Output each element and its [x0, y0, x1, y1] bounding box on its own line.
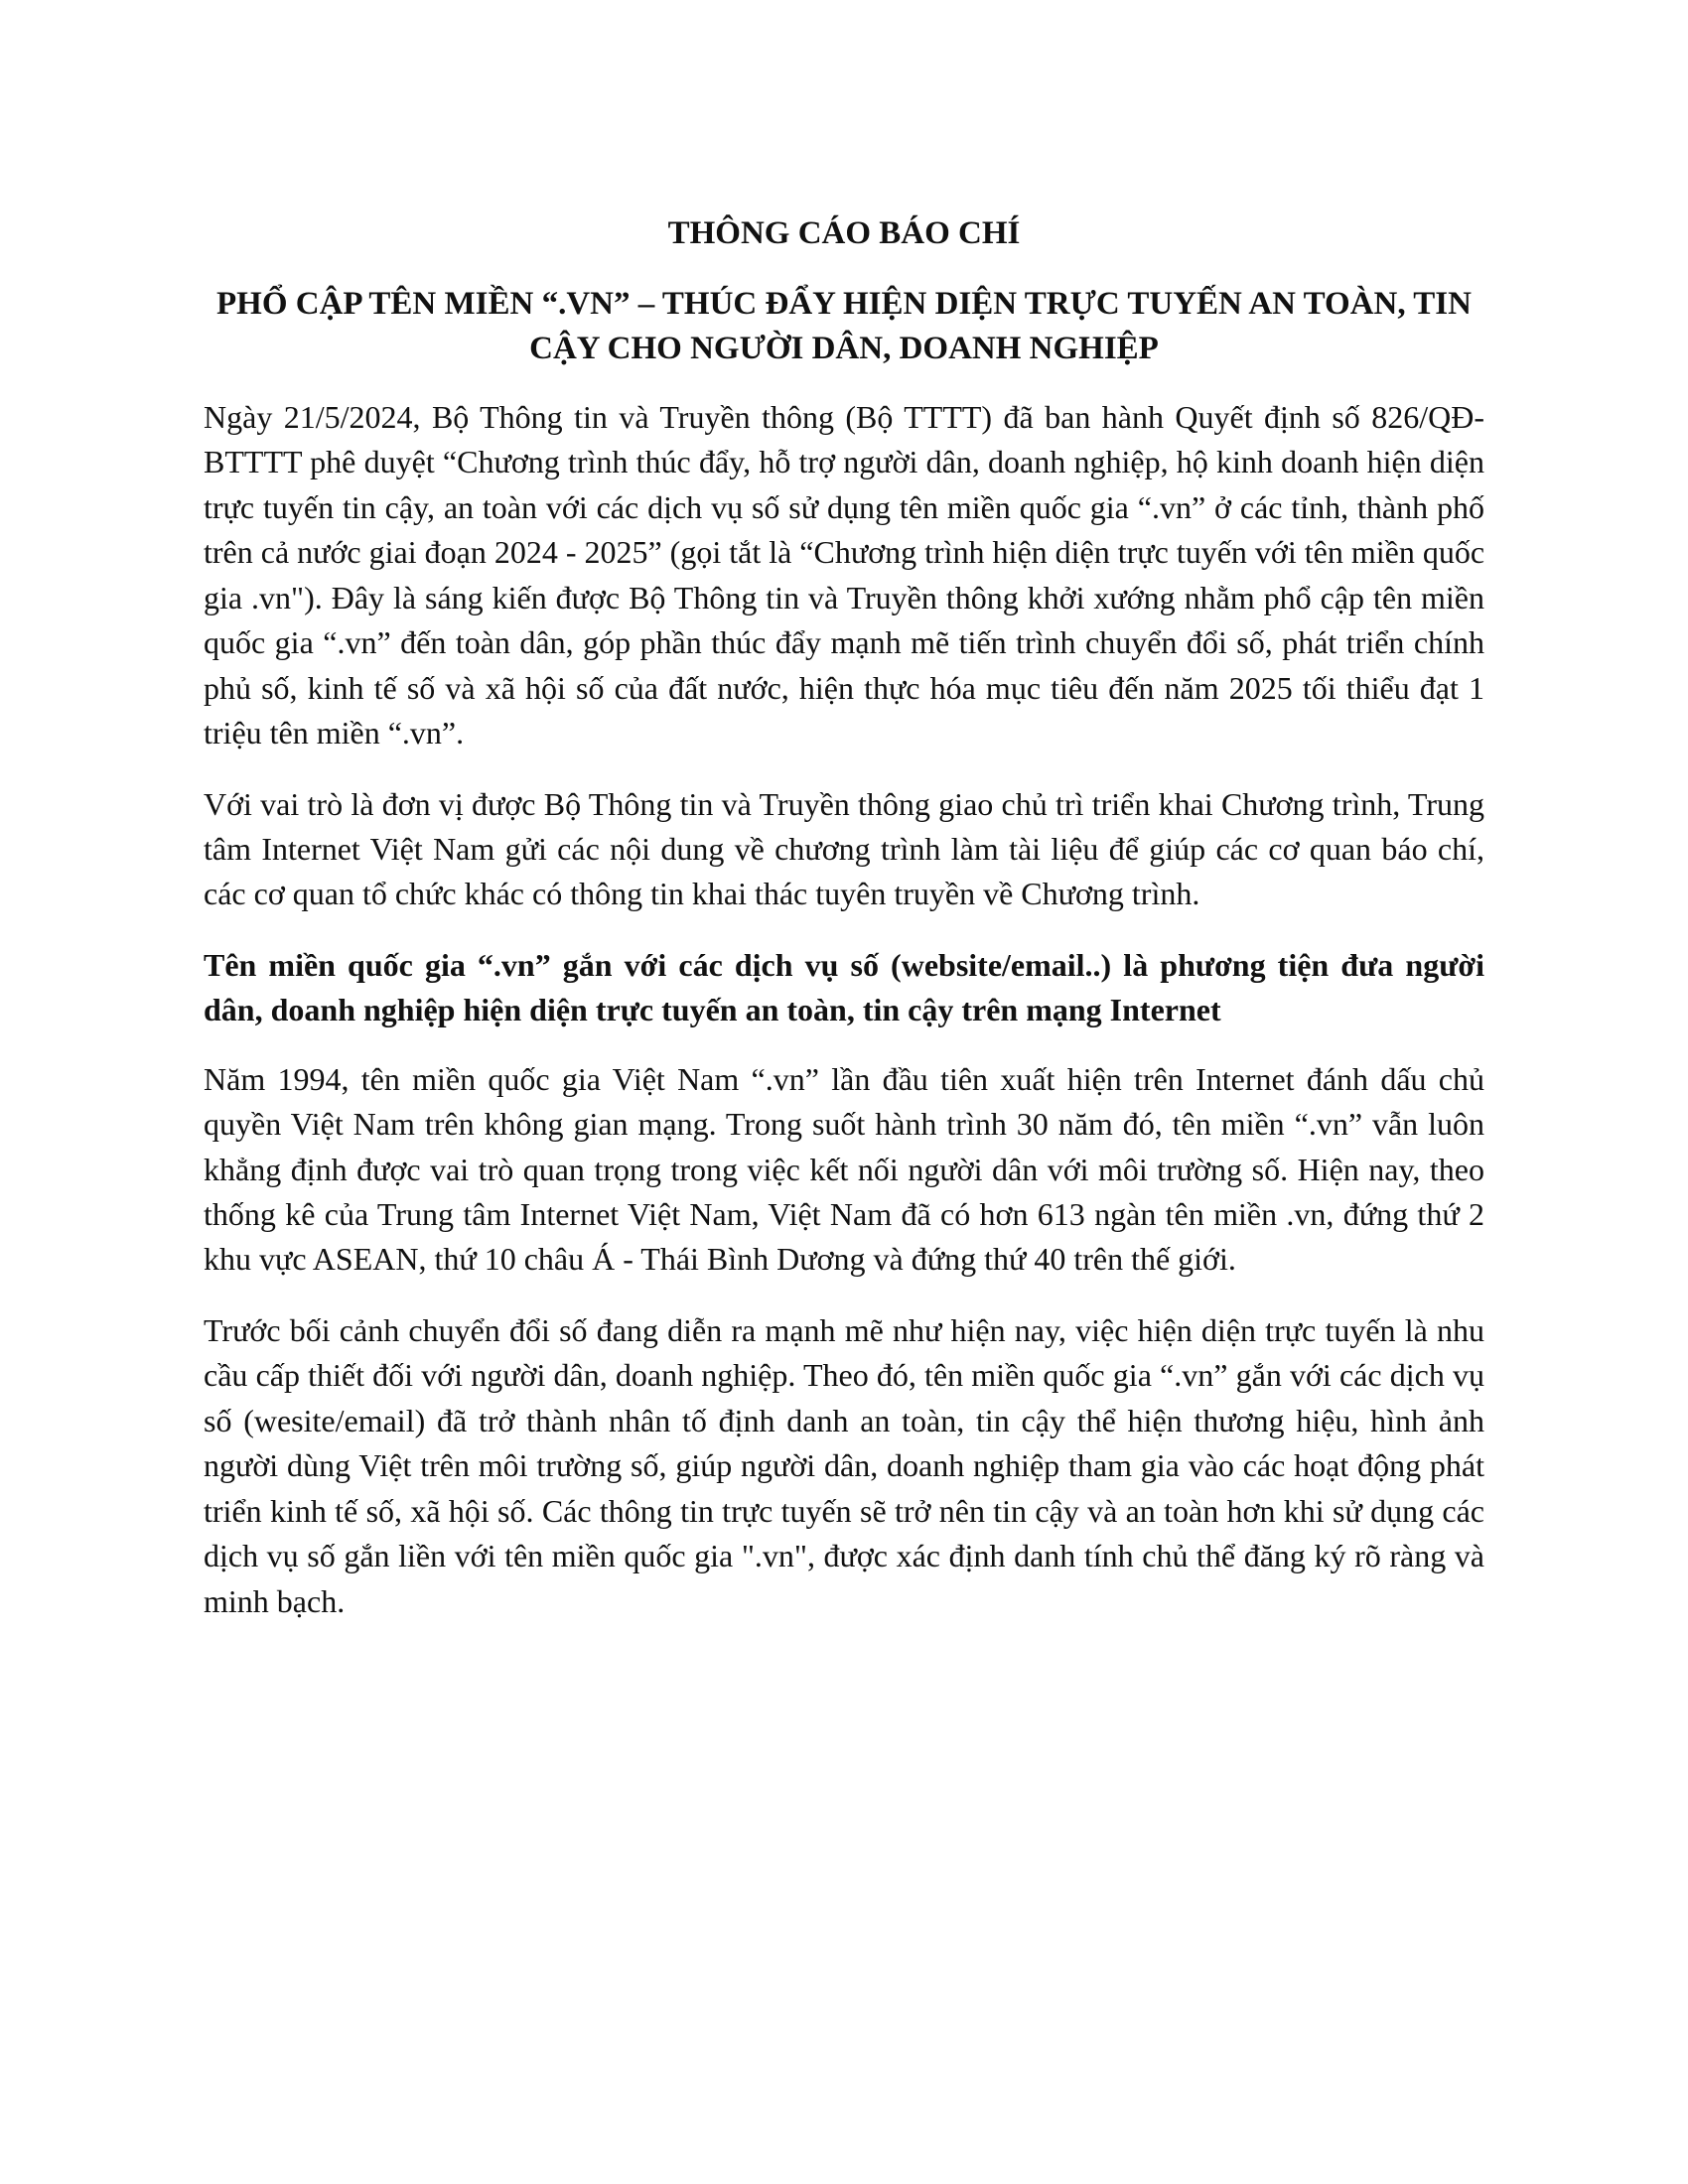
- document-content: [204, 213, 1484, 1650]
- context-paragraph: Trước bối cảnh chuyển đổi số đang diễn ra mạnh mẽ như hiện nay, việc hiện diện trực tuyến là nhu cầu cấp thiết đối với người dân, doanh nghiệp. Theo đó, tên miền quốc gia “.vn” gắn với các dịch vụ số (wesite/email) đã trở thành nhân tố định danh an toàn, tin cậy thể hiện thương hiệu, hình ảnh người dùng Việt trên môi trường số, giúp người dân, doanh nghiệp tham gia vào các hoạt động phát triển kinh tế số, xã hội số. Các thông tin trực tuyến sẽ trở nên tin cậy và an toàn hơn khi sử dụng các dịch vụ số gắn liền với tên miền quốc gia ".vn", được xác định danh tính chủ thể đăng ký rõ ràng và minh bạch.: [204, 1311, 1484, 1619]
- history-paragraph: Năm 1994, tên miền quốc gia Việt Nam “.vn” lần đầu tiên xuất hiện trên Internet đánh dấu chủ quyền Việt Nam trên không gian mạng. Trong suốt hành trình 30 năm đó, tên miền “.vn” vẫn luôn khẳng định được vai trò quan trọng trong việc kết nối người dân với môi trường số. Hiện nay, theo thống kê của Trung tâm Internet Việt Nam, Việt Nam đã có hơn 613 ngàn tên miền .vn, đứng thứ 2 khu vực ASEAN, thứ 10 châu Á - Thái Bình Dương và đứng thứ 40 trên thế giới.: [204, 1060, 1484, 1278]
- document-title: PHỔ CẬP TÊN MIỀN “.VN” – THÚC ĐẨY HIỆN DIỆN TRỰC TUYẾN AN TOÀN, TIN CẬY CHO NGƯỜI DÂN, DOANH NGHIỆP: [216, 286, 1472, 367]
- role-paragraph: Với vai trò là đơn vị được Bộ Thông tin và Truyền thông giao chủ trì triển khai Chương trình, Trung tâm Internet Việt Nam gửi các nội dung về chương trình làm tài liệu để giúp các cơ quan báo chí, các cơ quan tổ chức khác có thông tin khai thác tuyên truyền về Chương trình.: [204, 785, 1484, 912]
- intro-paragraph: Ngày 21/5/2024, Bộ Thông tin và Truyền thông (Bộ TTTT) đã ban hành Quyết định số 826/QĐ-BTTTT phê duyệt “Chương trình thúc đẩy, hỗ trợ người dân, doanh nghiệp, hộ kinh doanh hiện diện trực tuyến tin cậy, an toàn với các dịch vụ số sử dụng tên miền quốc gia “.vn” ở các tỉnh, thành phố trên cả nước giai đoạn 2024 - 2025” (gọi tắt là “Chương trình hiện diện trực tuyến với tên miền quốc gia .vn"). Đây là sáng kiến được Bộ Thông tin và Truyền thông khởi xướng nhằm phổ cập tên miền quốc gia “.vn” đến toàn dân, góp phần thúc đẩy mạnh mẽ tiến trình chuyển đổi số, phát triển chính phủ số, kinh tế số và xã hội số của đất nước, hiện thực hóa mục tiêu đến năm 2025 tối thiểu đạt 1 triệu tên miền “.vn”.: [204, 399, 1485, 751]
- section-heading: Tên miền quốc gia “.vn” gắn với các dịch vụ số (website/email..) là phương tiện đưa người dân, doanh nghiệp hiện diện trực tuyến an toàn, tin cậy trên mạng Internet: [204, 946, 1484, 1028]
- press-release-label: THÔNG CÁO BÁO CHÍ: [667, 215, 1021, 251]
